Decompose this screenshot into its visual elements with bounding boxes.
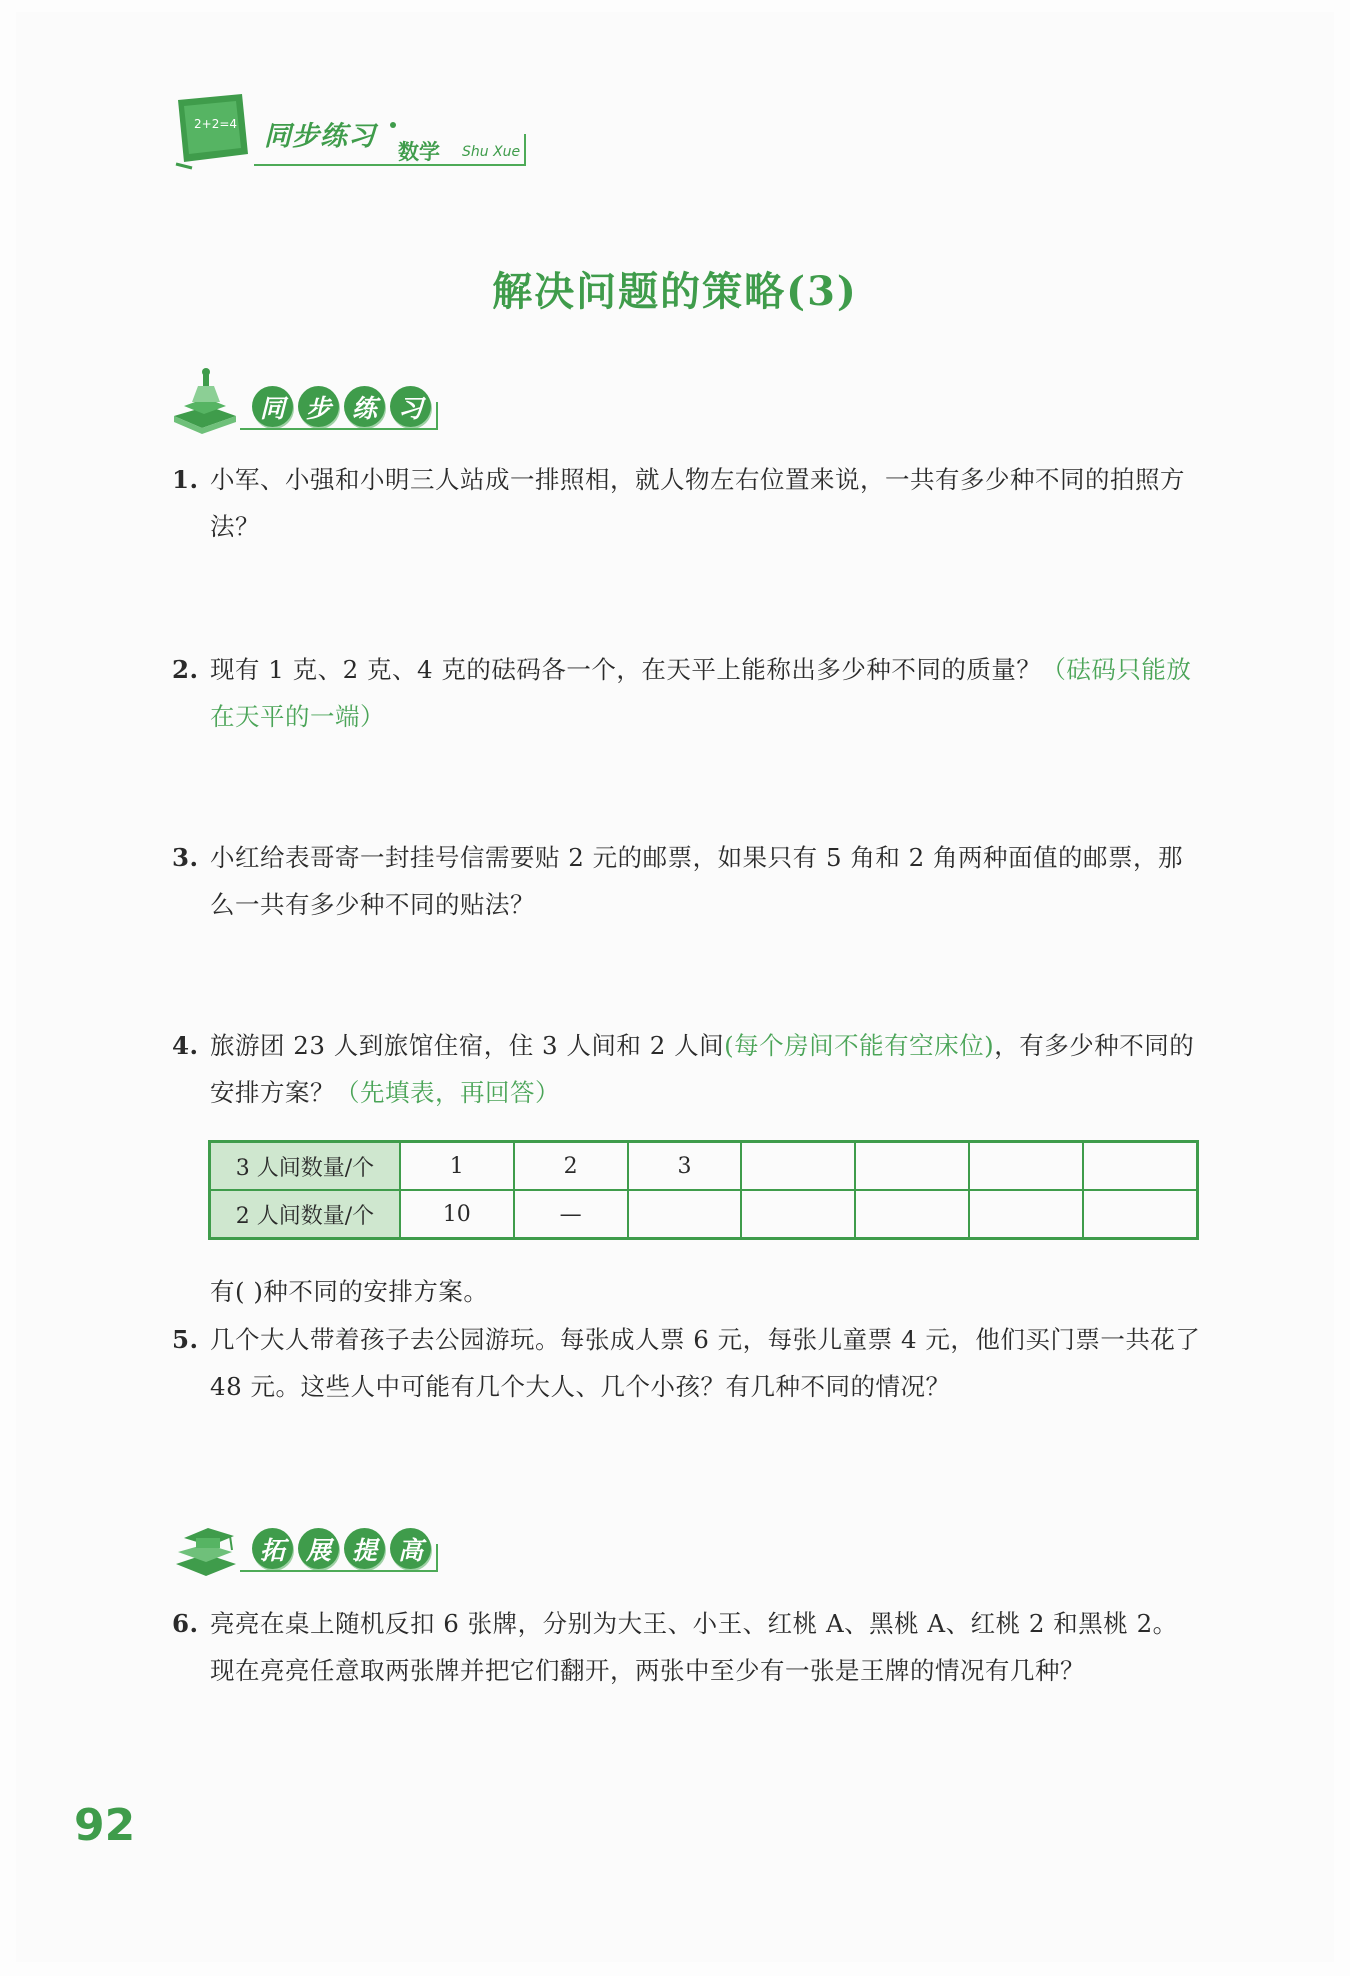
question-text <box>210 646 1202 740</box>
table-cell: — <box>514 1190 628 1239</box>
question-number: 5. <box>172 1325 199 1354</box>
question-number: 4. <box>172 1031 199 1060</box>
table-cell: 2 <box>514 1142 628 1191</box>
section-label-extension <box>252 1528 431 1569</box>
separator-dot <box>390 122 396 128</box>
section-underline-end <box>436 402 438 430</box>
section-label-practice <box>252 386 431 427</box>
header-underline <box>254 164 526 166</box>
badge-char: 展 <box>298 1528 339 1569</box>
subject-pinyin: Shu Xue <box>462 144 521 160</box>
table-row <box>210 1190 1198 1239</box>
table-cell[interactable] <box>1083 1142 1197 1191</box>
answer-line <box>172 1268 1202 1315</box>
section-header-practice <box>170 366 450 440</box>
page-title: 解决问题的策略(3) <box>492 268 858 315</box>
table-header-cell: 3 人间数量/个 <box>210 1142 400 1191</box>
question-note: （先填表，再回答） <box>335 1078 560 1107</box>
question-3 <box>172 834 1202 928</box>
badge-char: 练 <box>344 386 385 427</box>
graduation-cap-icon <box>170 1508 242 1580</box>
question-number: 6. <box>172 1609 199 1638</box>
question-6 <box>172 1600 1202 1694</box>
blackboard-icon <box>172 92 250 170</box>
table-cell[interactable] <box>969 1142 1083 1191</box>
board-text: 2+2=4 <box>194 117 238 131</box>
badge-char: 提 <box>344 1528 385 1569</box>
subject-label: 数学 <box>398 140 440 164</box>
table-cell[interactable] <box>855 1190 969 1239</box>
question-note: （砝码只能放在天平的一端） <box>210 655 1192 731</box>
table-cell[interactable] <box>969 1190 1083 1239</box>
question-1 <box>172 456 1202 550</box>
page-number: 92 <box>74 1800 136 1851</box>
badge-char: 步 <box>298 386 339 427</box>
badge-char: 高 <box>390 1528 431 1569</box>
question-number: 3. <box>172 843 199 872</box>
books-bell-icon <box>170 366 242 438</box>
question-number: 2. <box>172 655 199 684</box>
section-header-extension <box>170 1508 450 1582</box>
question-body: ，有多少种不同的安排方案？ <box>210 1031 1195 1107</box>
table-cell: 1 <box>400 1142 514 1191</box>
badge-char: 习 <box>390 386 431 427</box>
question-5 <box>172 1316 1202 1410</box>
question-note: (每个房间不能有空床位) <box>724 1031 995 1060</box>
table-cell[interactable] <box>741 1142 855 1191</box>
arrangement-table <box>208 1140 1199 1240</box>
question-text: 小红给表哥寄一封挂号信需要贴 2 元的邮票，如果只有 5 角和 2 角两种面值的邮票，那么一共有多少种不同的贴法？ <box>210 843 1183 919</box>
table-cell[interactable] <box>628 1190 742 1239</box>
table-header-cell: 2 人间数量/个 <box>210 1190 400 1239</box>
header-underline-end <box>524 134 526 166</box>
question-text: 亮亮在桌上随机反扣 6 张牌，分别为大王、小王、红桃 A、黑桃 A、红桃 2 和黑桃 2。现在亮亮任意取两张牌并把它们翻开，两张中至少有一张是王牌的情况有几种？ <box>210 1609 1178 1685</box>
section-underline <box>240 428 436 430</box>
answer-text: 有( )种不同的安排方案。 <box>210 1277 489 1306</box>
page-header <box>172 92 532 182</box>
question-2 <box>172 646 1202 740</box>
question-number: 1. <box>172 465 199 494</box>
table-cell[interactable] <box>741 1190 855 1239</box>
table-cell: 3 <box>628 1142 742 1191</box>
badge-char: 同 <box>252 386 293 427</box>
question-4 <box>172 1022 1202 1116</box>
question-text: 小军、小强和小明三人站成一排照相，就人物左右位置来说，一共有多少种不同的拍照方法？ <box>210 465 1185 541</box>
badge-char: 拓 <box>252 1528 293 1569</box>
question-text <box>210 1022 1202 1116</box>
table-cell[interactable] <box>1083 1190 1197 1239</box>
question-text: 几个大人带着孩子去公园游玩。每张成人票 6 元，每张儿童票 4 元，他们买门票一共花了 48 元。这些人中可能有几个大人、几个小孩？有几种不同的情况？ <box>210 1325 1201 1401</box>
question-body: 现有 1 克、2 克、4 克的砝码各一个，在天平上能称出多少种不同的质量？ <box>210 655 1042 684</box>
series-title: 同步练习 <box>264 121 376 152</box>
table-row <box>210 1142 1198 1191</box>
section-underline-end <box>436 1544 438 1572</box>
question-body: 旅游团 23 人到旅馆住宿，住 3 人间和 2 人间 <box>210 1031 725 1060</box>
table-cell[interactable] <box>855 1142 969 1191</box>
section-underline <box>240 1570 436 1572</box>
table-cell: 10 <box>400 1190 514 1239</box>
